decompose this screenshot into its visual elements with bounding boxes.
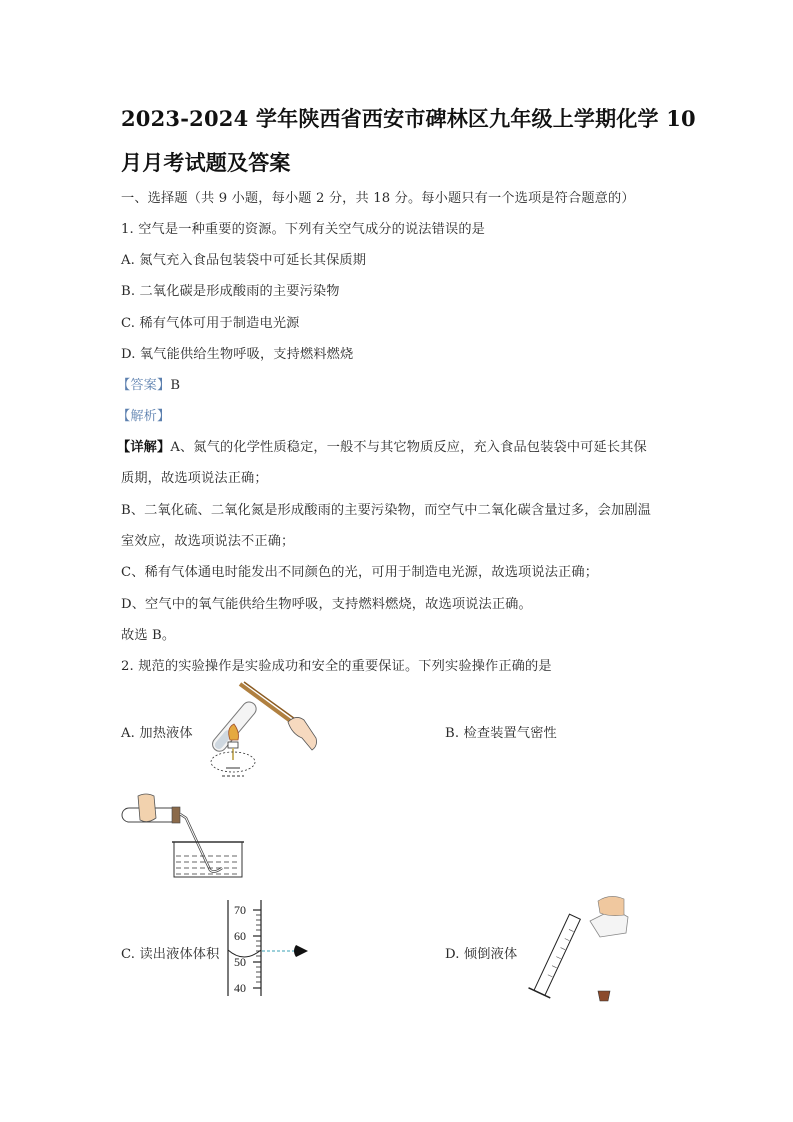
question-1-option-b: B. 二氧化碳是形成酸雨的主要污染物 (121, 284, 340, 299)
page-title-line-2: 月月考试题及答案 (121, 150, 291, 175)
answer-line (117, 374, 180, 393)
explanation-line-6: D、空气中的氧气能供给生物呼吸，支持燃料燃烧，故选项说法正确。 (121, 597, 532, 612)
analysis-tag: 【解析】 (117, 409, 171, 424)
airtightness-check-figure (118, 792, 248, 882)
question-2-option-c-label: C. 读出液体体积 (121, 947, 220, 962)
question-1-option-d: D. 氧气能供给生物呼吸，支持燃料燃烧 (121, 347, 354, 362)
heating-liquid-figure (192, 680, 322, 785)
explanation-line-1: 【详解】A、氮气的化学性质稳定，一般不与其它物质反应，充入食品包装袋中可延长其保 (117, 440, 647, 455)
section-header: 一、选择题（共 9 小题，每小题 2 分，共 18 分。每小题只有一个选项是符合题意的） (121, 191, 635, 206)
explanation-line-5: C、稀有气体通电时能发出不同颜色的光，可用于制造电光源，故选项说法正确； (121, 565, 599, 580)
reading-volume-figure (222, 898, 322, 998)
answer-value: B (170, 378, 181, 393)
question-1-option-c: C. 稀有气体可用于制造电光源 (121, 316, 300, 331)
question-2-option-d-label: D. 倾倒液体 (445, 947, 518, 962)
scale-70: 70 (234, 903, 246, 917)
explanation-line-4: 室效应，故选项说法不正确； (121, 534, 295, 549)
question-2-stem: 2. 规范的实验操作是实验成功和安全的重要保证。下列实验操作正确的是 (121, 659, 552, 674)
page-title-line-1: 2023-2024 学年陕西省西安市碑林区九年级上学期化学 10 (121, 106, 696, 131)
explanation-line-3: B、二氧化硫、二氧化氮是形成酸雨的主要污染物，而空气中二氧化碳含量过多，会加剧温 (121, 503, 651, 518)
pouring-liquid-figure (518, 893, 628, 1005)
answer-tag: 【答案】 (117, 378, 171, 393)
scale-60: 60 (234, 929, 246, 943)
question-1-stem: 1. 空气是一种重要的资源。下列有关空气成分的说法错误的是 (121, 222, 485, 237)
explanation-line-7: 故选 B。 (121, 628, 176, 643)
stopper-icon (598, 991, 610, 1001)
question-2-option-a-label: A. 加热液体 (121, 726, 193, 741)
question-2-option-b-label: B. 检查装置气密性 (445, 726, 557, 741)
question-1-option-a: A. 氮气充入食品包装袋中可延长其保质期 (121, 253, 367, 268)
detail-tag: 【详解】 (117, 440, 171, 455)
scale-50: 50 (234, 955, 246, 969)
scale-40: 40 (234, 981, 246, 995)
explanation-line-2: 质期，故选项说法正确； (121, 471, 268, 486)
eye-icon (294, 945, 308, 957)
